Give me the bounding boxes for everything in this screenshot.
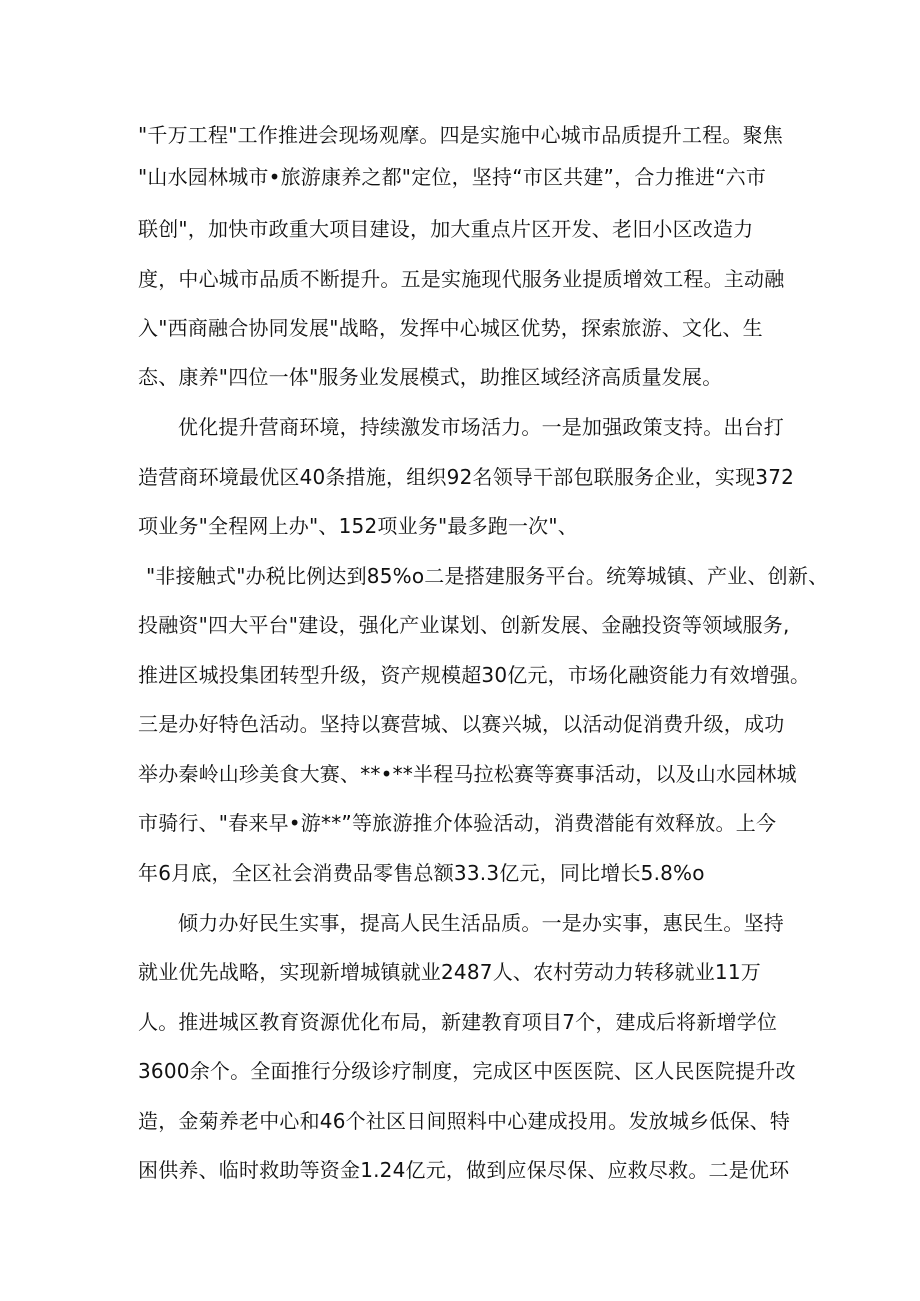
text-line: 举办秦岭山珍美食大赛、**•**半程马拉松赛等赛事活动，以及山水园林城 [138, 762, 797, 786]
paragraph-heading-line: 优化提升营商环境，持续激发市场活力。一是加强政策支持。出台打 [178, 415, 784, 439]
text-line: 入"西商融合协同发展"战略，发挥中心城区优势，探索旅游、文化、生 [138, 316, 763, 340]
text-line: "山水园林城市•旅游康养之都"定位，坚持“市区共建”，合力推进“六市 [138, 165, 767, 189]
text-line: 联创"，加快市政重大项目建设，加大重点片区开发、老旧小区改造力 [138, 217, 754, 241]
text-line: 造营商环境最优区40条措施，组织92名领导干部包联服务企业，实现372 [138, 465, 795, 489]
text-line: 3600余个。全面推行分级诊疗制度，完成区中医医院、区人民医院提升改 [138, 1059, 796, 1083]
text-line: 态、康养"四位一体"服务业发展模式，助推区域经济高质量发展。 [138, 365, 723, 389]
text-line: 年6月底，全区社会消费品零售总额33.3亿元，同比增长5.8%o [138, 861, 705, 885]
text-line: 造，金菊养老中心和46个社区日间照料中心建成投用。发放城乡低保、特 [138, 1109, 791, 1133]
text-line: 就业优先战略，实现新增城镇就业2487人、农村劳动力转移就业11万 [138, 960, 761, 984]
text-line: 项业务"全程网上办"、152项业务"最多跑一次"、 [138, 514, 578, 538]
text-line: "千万工程"工作推进会现场观摩。四是实施中心城市品质提升工程。聚焦 [138, 123, 783, 147]
text-line: 三是办好特色活动。坚持以赛营城、以赛兴城，以活动促消费升级，成功 [138, 712, 785, 736]
paragraph-heading-line: 倾力办好民生实事，提高人民生活品质。一是办实事，惠民生。坚持 [178, 911, 784, 935]
text-line: 困供养、临时救助等资金1.24亿元，做到应保尽保、应救尽救。二是优环 [138, 1158, 790, 1182]
text-line: 度，中心城市品质不断提升。五是实施现代服务业提质增效工程。主动融 [138, 267, 785, 291]
text-line: 人。推进城区教育资源优化布局，新建教育项目7个，建成后将新增学位 [138, 1010, 778, 1034]
text-line: 市骑行、"春来早•游**”等旅游推介体验活动，消费潜能有效释放。上今 [138, 811, 777, 835]
text-line: 推进区城投集团转型升级，资产规模超30亿元，市场化融资能力有效增强。 [138, 663, 811, 687]
text-line: "非接触式"办税比例达到85%o二是搭建服务平台。统筹城镇、产业、创新、 [146, 564, 829, 588]
text-line: 投融资"四大平台"建设，强化产业谋划、创新发展、金融投资等领域服务, [138, 613, 790, 637]
